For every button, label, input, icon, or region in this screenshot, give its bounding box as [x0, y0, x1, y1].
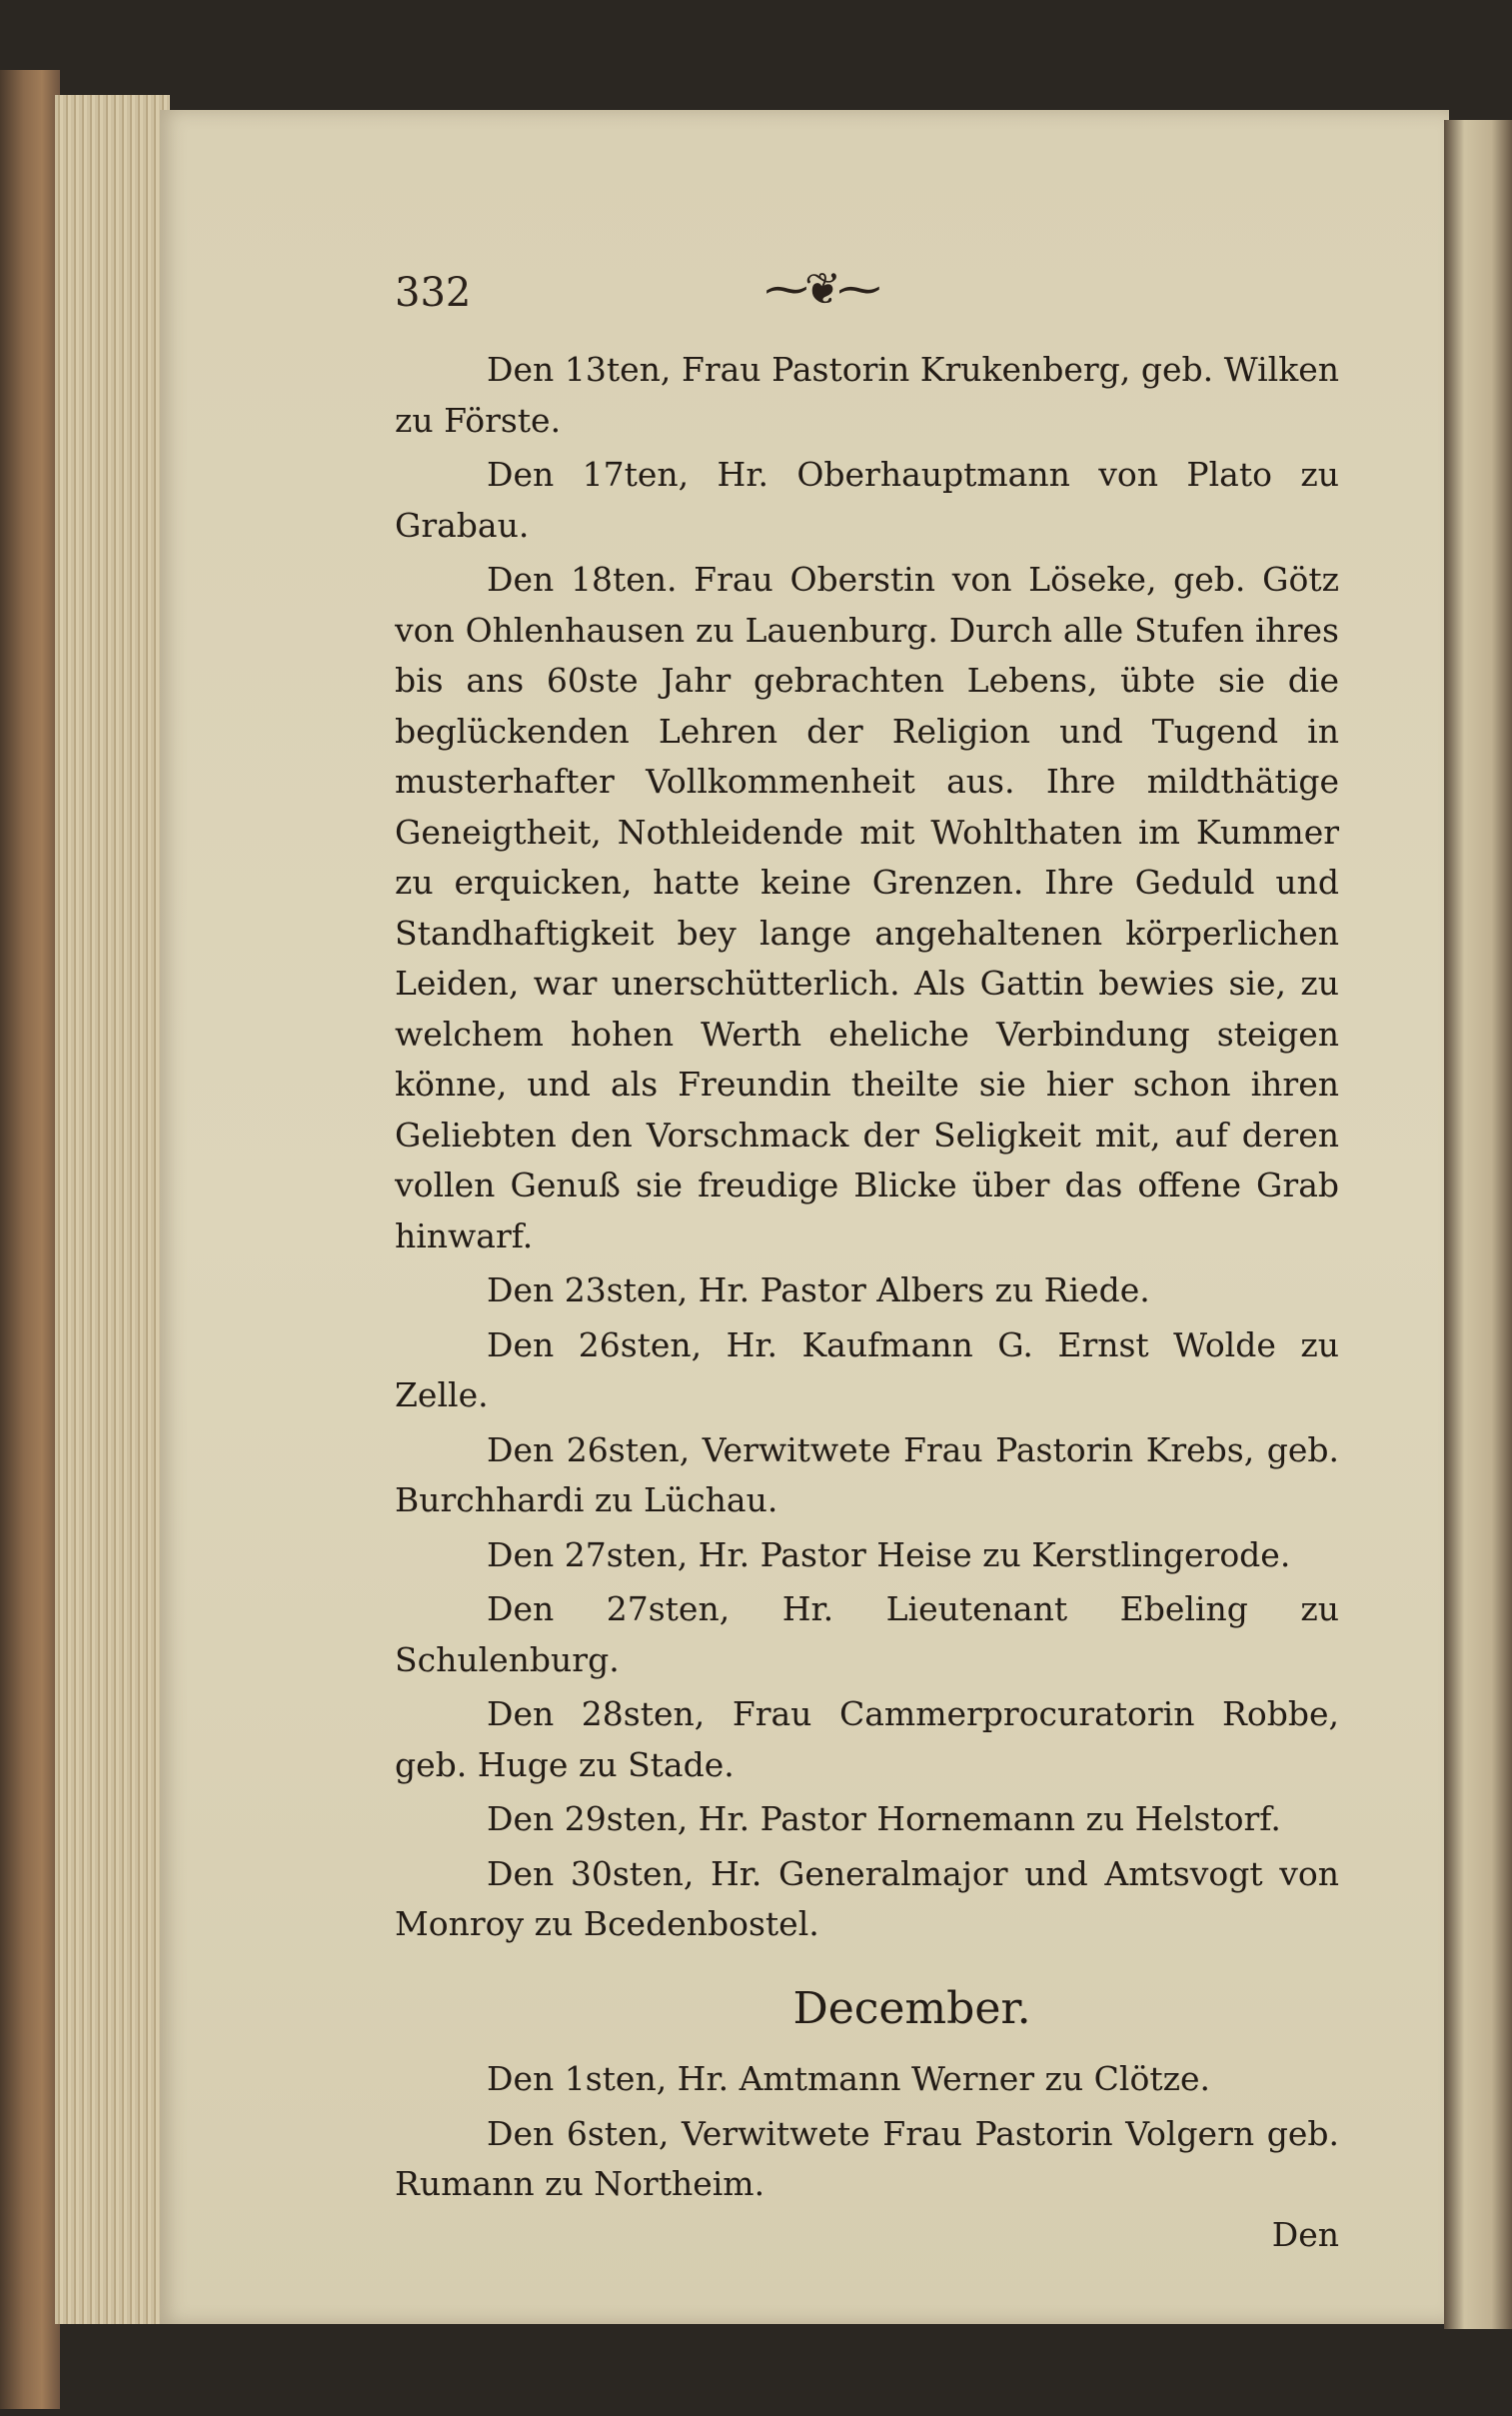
entry-paragraph: Den 6sten, Verwitwete Frau Pastorin Volgern geb. Rumann zu Northeim.: [395, 2113, 1339, 2203]
book-spine-edge: [0, 70, 60, 2409]
entry-paragraph: Den 27sten, Hr. Pastor Heise zu Kerstlingerode.: [487, 1534, 1291, 1574]
catchword: Den: [1271, 2214, 1339, 2254]
entry-paragraph: Den 17ten, Hr. Oberhauptmann von Plato zu Grabau.: [395, 455, 1339, 545]
page-text: [395, 345, 1339, 2260]
entry-paragraph: Den 1sten, Hr. Amtmann Werner zu Clötze.: [487, 2059, 1210, 2098]
entry-paragraph: Den 30sten, Hr. Generalmajor und Amtsvogt von Monroy zu Bcedenbostel.: [395, 1853, 1339, 1943]
entry-paragraph: Den 29sten, Hr. Pastor Hornemann zu Helstorf.: [487, 1799, 1281, 1838]
page-header: [395, 264, 1034, 330]
entry-paragraph: Den 23sten, Hr. Pastor Albers zu Riede.: [487, 1270, 1150, 1309]
entry-paragraph: Den 18ten. Frau Oberstin von Löseke, geb. Götz von Ohlenhausen zu Lauenburg. Durch alle Stufen ihres bis ans 60ste Jahr gebrachten Lebens, übte sie die beglückenden Lehren der Religion und Tugend in musterhafter Vollkommenheit aus. Ihre mildthätige Geneigtheit, Nothleidende mit Wohlthaten im Kummer zu erquicken, hatte keine Grenzen. Ihre Geduld und Standhaftigkeit bey lange angehaltenen körperlichen Leiden, war unerschütterlich. Als Gattin bewies sie, zu welchem hohen Werth eheliche Verbindung steigen könne, und als Freundin theilte sie hier schon ihren Geliebten den Vorschmack der Seligkeit mit, auf deren vollen Genuß sie freudige Blicke über das offene Grab hinwarf.: [395, 560, 1339, 1255]
entry-paragraph: Den 27sten, Hr. Lieutenant Ebeling zu Schulenburg.: [395, 1589, 1339, 1679]
header-ornament: ⁓❦⁓: [764, 264, 877, 315]
entry-paragraph: Den 13ten, Frau Pastorin Krukenberg, geb. Wilken zu Förste.: [395, 350, 1339, 440]
entry-paragraph: Den 26sten, Hr. Kaufmann G. Ernst Wolde zu Zelle.: [395, 1324, 1339, 1414]
page-number: 332: [395, 270, 472, 316]
entry-paragraph: Den 26sten, Verwitwete Frau Pastorin Krebs, geb. Burchhardi zu Lüchau.: [395, 1429, 1339, 1519]
page-edges-left: [55, 95, 170, 2324]
month-heading: December.: [792, 1982, 1031, 2034]
entry-paragraph: Den 28sten, Frau Cammerprocuratorin Robbe, geb. Huge zu Stade.: [395, 1694, 1339, 1784]
page-edges-right: [1444, 120, 1512, 2329]
